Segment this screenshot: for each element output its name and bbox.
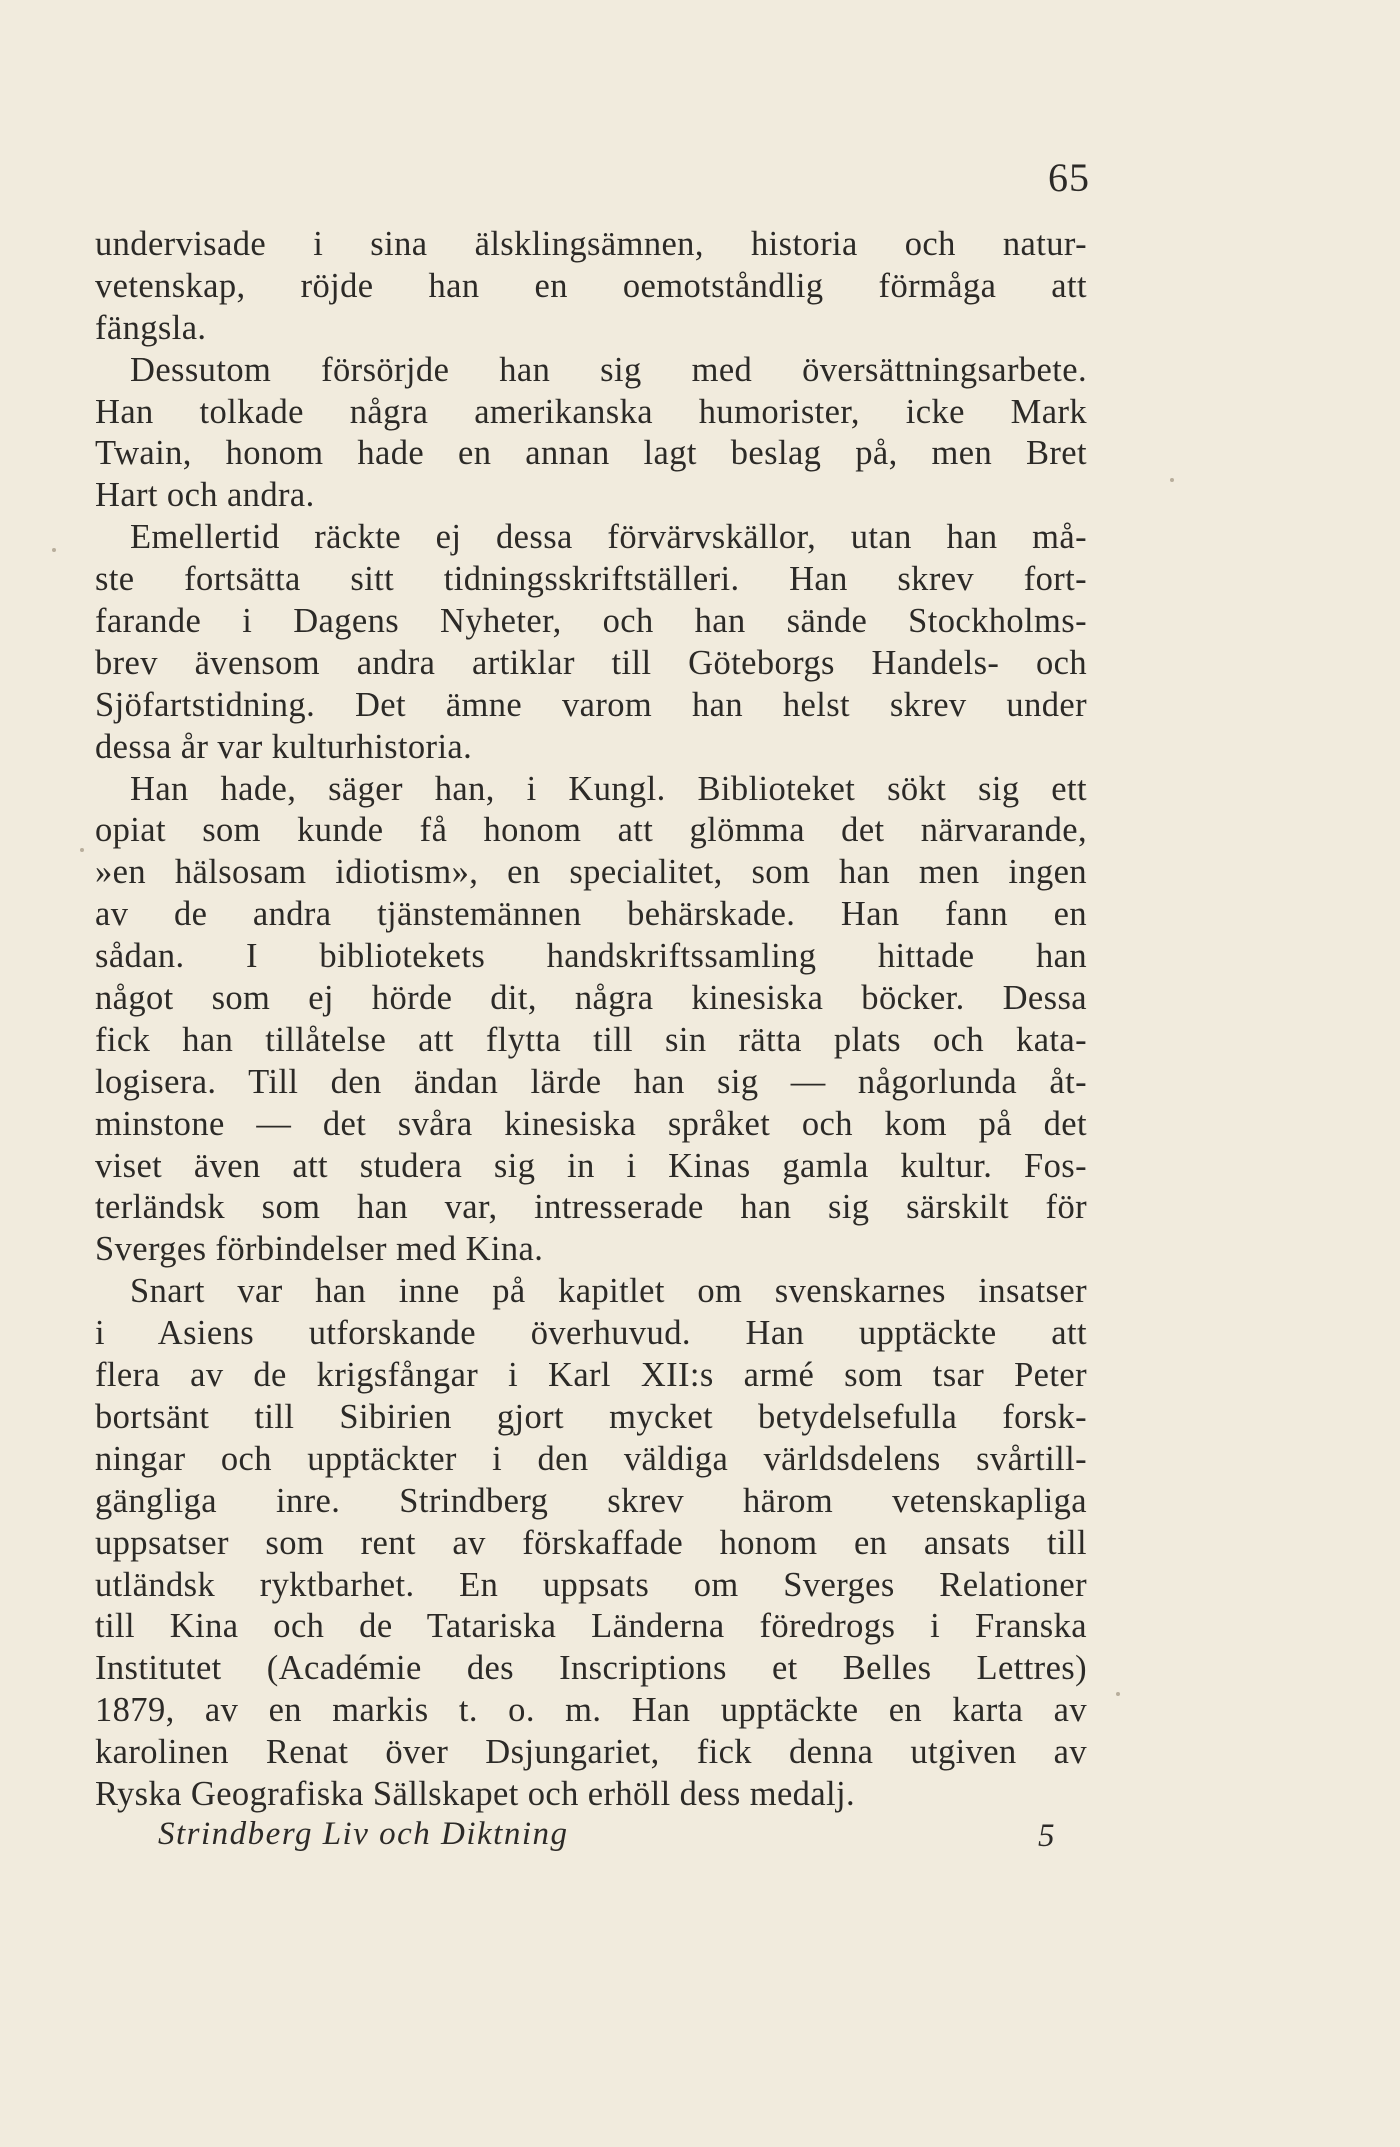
text-line: gängliga inre. Strindberg skrev härom vetenskapliga: [95, 1481, 1087, 1520]
text-line: Snart var han inne på kapitlet om svenskarnes insatser: [130, 1272, 1087, 1311]
text-line: uppsatser som rent av förskaffade honom en ansats till: [95, 1523, 1087, 1562]
text-line: opiat som kunde få honom att glömma det närvarande,: [95, 811, 1087, 850]
text-line: av de andra tjänstemännen behärskade. Han fann en: [95, 895, 1087, 934]
text-line: Han hade, säger han, i Kungl. Biblioteket sökt sig ett: [130, 769, 1087, 808]
text-line: utländsk ryktbarhet. En uppsats om Sverges Relationer: [95, 1565, 1087, 1604]
text-line: karolinen Renat över Dsjungariet, fick denna utgiven av: [95, 1733, 1087, 1772]
text-line: farande i Dagens Nyheter, och han sände Stockholms-: [95, 602, 1087, 641]
body-text: [95, 224, 1087, 1816]
text-line: flera av de krigsfångar i Karl XII:s armé som tsar Peter: [95, 1356, 1087, 1395]
text-line: Sjöfartstidning. Det ämne varom han helst skrev under: [95, 685, 1087, 724]
text-line: till Kina och de Tatariska Länderna föredrogs i Franska: [95, 1607, 1087, 1646]
text-line: Hart och andra.: [95, 476, 315, 515]
page-number: 65: [1048, 155, 1090, 200]
text-line: Institutet (Académie des Inscriptions et Belles Lettres): [95, 1649, 1087, 1688]
text-line: Dessutom försörjde han sig med översättningsarbete.: [130, 350, 1087, 389]
paper-speck: [80, 848, 84, 852]
paper-speck: [1116, 1692, 1120, 1696]
paper-speck: [52, 548, 56, 552]
text-line: bortsänt till Sibirien gjort mycket betydelsefulla forsk-: [95, 1397, 1087, 1436]
text-line: Twain, honom hade en annan lagt beslag på, men Bret: [95, 434, 1087, 473]
text-line: Sverges förbindelser med Kina.: [95, 1230, 544, 1269]
text-line: terländsk som han var, intresserade han sig särskilt för: [95, 1188, 1087, 1227]
paper-speck: [1170, 478, 1174, 482]
text-line: sådan. I bibliotekets handskriftssamling hittade han: [95, 937, 1087, 976]
text-line: vetenskap, röjde han en oemotståndlig förmåga att: [95, 266, 1087, 305]
page-footer: [158, 1814, 1058, 1854]
text-line: Emellertid räckte ej dessa förvärvskällor, utan han må-: [130, 518, 1087, 557]
text-line: »en hälsosam idiotism», en specialitet, som han men ingen: [95, 853, 1087, 892]
text-line: fängsla.: [95, 308, 207, 347]
text-line: ste fortsätta sitt tidningsskriftställeri. Han skrev fort-: [95, 560, 1087, 599]
text-line: brev ävensom andra artiklar till Göteborgs Handels- och: [95, 643, 1087, 682]
text-line: fick han tillåtelse att flytta till sin rätta plats och kata-: [95, 1020, 1087, 1059]
text-line: ningar och upptäckter i den väldiga världsdelens svårtill-: [95, 1439, 1087, 1478]
running-footer-title: Strindberg Liv och Diktning: [158, 1816, 569, 1852]
text-line: viset även att studera sig in i Kinas gamla kultur. Fos-: [95, 1146, 1087, 1185]
signature-mark: 5: [1038, 1818, 1056, 1854]
text-line: undervisade i sina älsklingsämnen, historia och natur-: [95, 225, 1087, 263]
text-line: dessa år var kulturhistoria.: [95, 727, 473, 766]
text-line: 1879, av en markis t. o. m. Han upptäckte en karta av: [95, 1691, 1087, 1730]
text-line: Han tolkade några amerikanska humorister, icke Mark: [95, 392, 1087, 431]
text-line: något som ej hörde dit, några kinesiska böcker. Dessa: [95, 979, 1087, 1018]
text-line: i Asiens utforskande överhuvud. Han upptäckte att: [95, 1314, 1087, 1353]
text-line: Ryska Geografiska Sällskapet och erhöll dess medalj.: [95, 1774, 856, 1813]
text-line: logisera. Till den ändan lärde han sig — någorlunda åt-: [95, 1062, 1087, 1101]
text-line: minstone — det svåra kinesiska språket och kom på det: [95, 1104, 1087, 1143]
